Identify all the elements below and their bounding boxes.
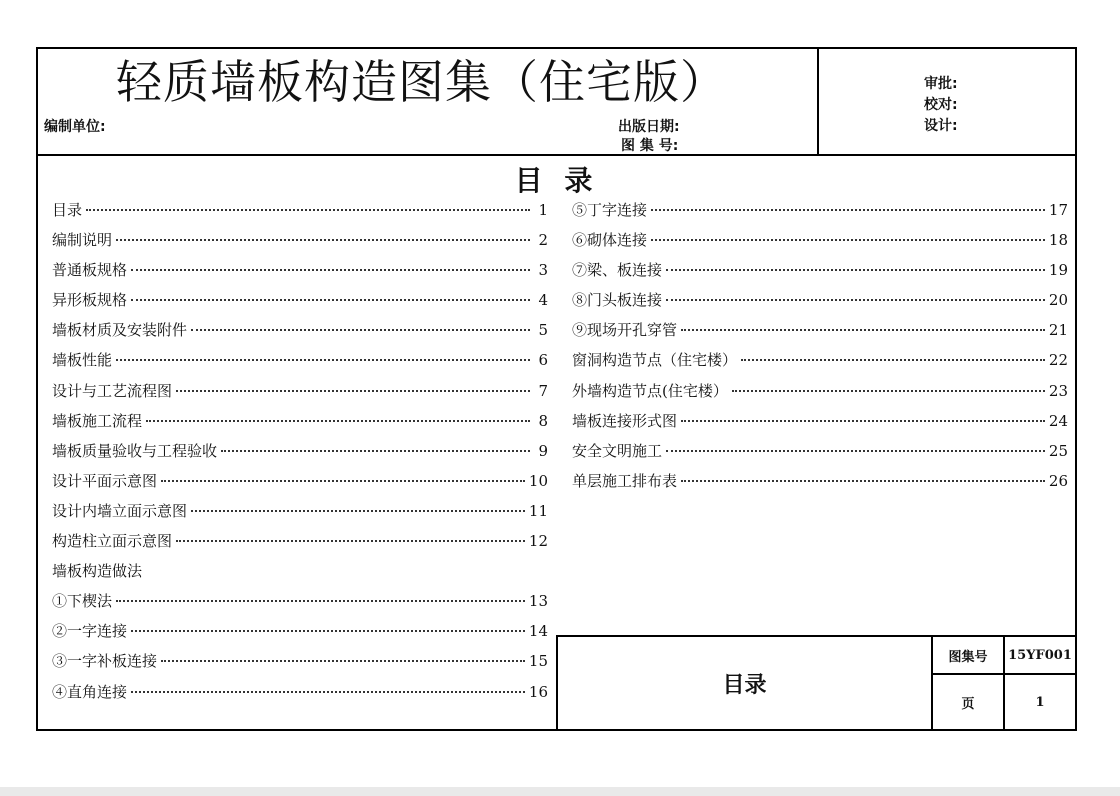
page-bottom-band bbox=[0, 787, 1120, 796]
toc-entry-title: 构造柱立面示意图 bbox=[52, 532, 173, 551]
toc-entry-title: ⑥砌体连接 bbox=[572, 231, 648, 250]
toc-leader-dots bbox=[666, 269, 1045, 271]
toc-entry-page: 25 bbox=[1048, 441, 1068, 460]
toc-entry-page: 1 bbox=[538, 201, 548, 219]
toc-entry-page: 26 bbox=[1048, 471, 1068, 490]
approval-panel bbox=[819, 49, 1075, 156]
toc-entry bbox=[572, 380, 1068, 410]
toc-leader-dots bbox=[131, 630, 525, 632]
toc-entry-title: ①下楔法 bbox=[52, 592, 113, 611]
design-label: 设计: bbox=[924, 118, 958, 134]
toc-leader-dots bbox=[741, 359, 1045, 361]
toc-entry bbox=[572, 199, 1068, 229]
toc-leader-dots bbox=[666, 299, 1045, 301]
page-label-cell: 页 bbox=[933, 675, 1005, 729]
toc-entry-title: ⑤丁字连接 bbox=[572, 201, 648, 219]
toc-entry-page: 21 bbox=[1048, 321, 1068, 340]
toc-entry-title: 外墙构造节点(住宅楼） bbox=[572, 381, 728, 400]
check-label: 校对: bbox=[924, 97, 958, 113]
toc-entry bbox=[52, 590, 548, 620]
publish-date-label: 出版日期: bbox=[618, 119, 680, 135]
toc-entry-title: 设计平面示意图 bbox=[52, 471, 158, 490]
toc-leader-dots bbox=[191, 510, 525, 512]
toc-entry bbox=[52, 410, 548, 440]
toc-entry-page: 4 bbox=[538, 291, 548, 310]
toc-entry-title: 普通板规格 bbox=[52, 261, 128, 280]
toc-entry-title: ⑧门头板连接 bbox=[572, 291, 663, 310]
toc-entry-title: 墙板质量验收与工程验收 bbox=[52, 441, 218, 460]
toc-entry-title: 墙板材质及安装附件 bbox=[52, 321, 188, 340]
toc-leader-dots bbox=[146, 420, 530, 422]
page-number-value: 1 bbox=[1035, 694, 1045, 710]
toc-heading: 目 录 bbox=[514, 164, 599, 197]
header-main bbox=[38, 49, 819, 156]
toc-entry-page: 13 bbox=[528, 592, 548, 611]
toc-entry-title: 窗洞构造节点（住宅楼） bbox=[572, 351, 738, 370]
toc-entry-page: 24 bbox=[1048, 411, 1068, 430]
toc-entry-title: ⑦梁、板连接 bbox=[572, 261, 663, 280]
toc-entry-page: 12 bbox=[528, 532, 548, 551]
toc-leader-dots bbox=[651, 209, 1045, 211]
toc-entry bbox=[572, 319, 1068, 349]
toc-entry-page: 19 bbox=[1048, 261, 1068, 280]
toc-entry-page: 18 bbox=[1048, 231, 1068, 250]
toc-leader-dots bbox=[131, 691, 525, 693]
toc-entry-title: 设计与工艺流程图 bbox=[52, 381, 173, 400]
toc-entry bbox=[52, 349, 548, 379]
toc-entry-page: 9 bbox=[538, 441, 548, 460]
toc-entry-page: 11 bbox=[528, 501, 548, 520]
toc-entry-page: 22 bbox=[1048, 351, 1068, 370]
toc-leader-dots bbox=[86, 209, 530, 211]
toc-entry bbox=[572, 470, 1068, 500]
toc-entry bbox=[572, 289, 1068, 319]
toc-entry-title: 编制说明 bbox=[52, 231, 113, 250]
toc-entry-title: 单层施工排布表 bbox=[572, 471, 678, 490]
toc-entry-title: 安全文明施工 bbox=[572, 441, 663, 460]
atlas-number-value: 15YF001 bbox=[1005, 637, 1075, 675]
toc-leader-dots bbox=[176, 390, 530, 392]
toc-entry bbox=[52, 620, 548, 650]
toc-entry bbox=[52, 229, 548, 259]
title-block bbox=[556, 635, 1075, 729]
toc-leader-dots bbox=[666, 450, 1045, 452]
toc-entry-page: 3 bbox=[538, 261, 548, 280]
toc-entry bbox=[52, 380, 548, 410]
toc-entry-title: ③一字补板连接 bbox=[52, 652, 158, 671]
toc-entry bbox=[52, 319, 548, 349]
toc-entry-page: 20 bbox=[1048, 291, 1068, 310]
toc-entry-page: 16 bbox=[528, 682, 548, 701]
toc-leader-dots bbox=[191, 329, 530, 331]
toc-leader-dots bbox=[161, 480, 525, 482]
toc-entry-page: 2 bbox=[538, 231, 548, 250]
atlas-number-label: 图 集 号: bbox=[621, 138, 679, 154]
approve-label: 审批: bbox=[924, 76, 958, 92]
toc-entry-title: 墙板施工流程 bbox=[52, 411, 143, 430]
toc-leader-dots bbox=[116, 600, 525, 602]
drawing-sheet bbox=[36, 47, 1077, 731]
toc-entry-title: ④直角连接 bbox=[52, 682, 128, 701]
toc-entry-page: 10 bbox=[528, 471, 548, 490]
toc-entry-title: 墙板构造做法 bbox=[52, 562, 143, 581]
toc-entry bbox=[572, 259, 1068, 289]
toc-leader-dots bbox=[161, 660, 525, 662]
toc-entry-page: 17 bbox=[1048, 201, 1068, 219]
toc-entry bbox=[52, 440, 548, 470]
toc-entry-page: 5 bbox=[538, 321, 548, 340]
toc-entry-title: 设计内墙立面示意图 bbox=[52, 501, 188, 520]
toc-entry bbox=[52, 289, 548, 319]
toc-leader-dots bbox=[116, 239, 530, 241]
toc-leader-dots bbox=[732, 390, 1045, 392]
toc-entry-page: 23 bbox=[1048, 381, 1068, 400]
toc-entry bbox=[52, 500, 548, 530]
toc-entry bbox=[52, 560, 548, 590]
toc-entry bbox=[52, 199, 548, 229]
title-block-name: 目录 bbox=[558, 637, 933, 729]
toc-entry bbox=[52, 259, 548, 289]
toc-leader-dots bbox=[221, 450, 530, 452]
toc-entry-page: 7 bbox=[538, 381, 548, 400]
toc-entry bbox=[52, 530, 548, 560]
toc-right-column bbox=[572, 199, 1068, 500]
toc-entry bbox=[52, 470, 548, 500]
toc-leader-dots bbox=[681, 420, 1045, 422]
toc-entry-page: 14 bbox=[528, 622, 548, 641]
toc-leader-dots bbox=[681, 329, 1045, 331]
atlas-number-label-cell: 图集号 bbox=[933, 637, 1005, 675]
toc-entry bbox=[572, 410, 1068, 440]
toc-entry-title: 异形板规格 bbox=[52, 291, 128, 310]
toc-entry-page: 15 bbox=[528, 652, 548, 671]
toc-entry bbox=[52, 681, 548, 711]
toc-entry bbox=[52, 650, 548, 680]
toc-leader-dots bbox=[681, 480, 1045, 482]
toc-entry-title: 目录 bbox=[52, 201, 83, 219]
toc-leader-dots bbox=[651, 239, 1045, 241]
toc-entry-title: ②一字连接 bbox=[52, 622, 128, 641]
toc-entry-page: 6 bbox=[538, 351, 548, 370]
toc-leader-dots bbox=[176, 540, 525, 542]
toc-leader-dots bbox=[131, 269, 530, 271]
compiler-label: 编制单位: bbox=[44, 119, 106, 135]
toc-left-column bbox=[52, 199, 548, 711]
toc-entry-title: ⑨现场开孔穿管 bbox=[572, 321, 678, 340]
toc-entry-page: 8 bbox=[538, 411, 548, 430]
toc-leader-dots bbox=[131, 299, 530, 301]
toc-leader-dots bbox=[116, 359, 530, 361]
toc-entry bbox=[572, 349, 1068, 379]
page-title: 轻质墙板构造图集（住宅版） bbox=[116, 55, 727, 109]
toc-entry-title: 墙板性能 bbox=[52, 351, 113, 370]
toc-entry bbox=[572, 440, 1068, 470]
toc-entry bbox=[572, 229, 1068, 259]
toc-entry-title: 墙板连接形式图 bbox=[572, 411, 678, 430]
